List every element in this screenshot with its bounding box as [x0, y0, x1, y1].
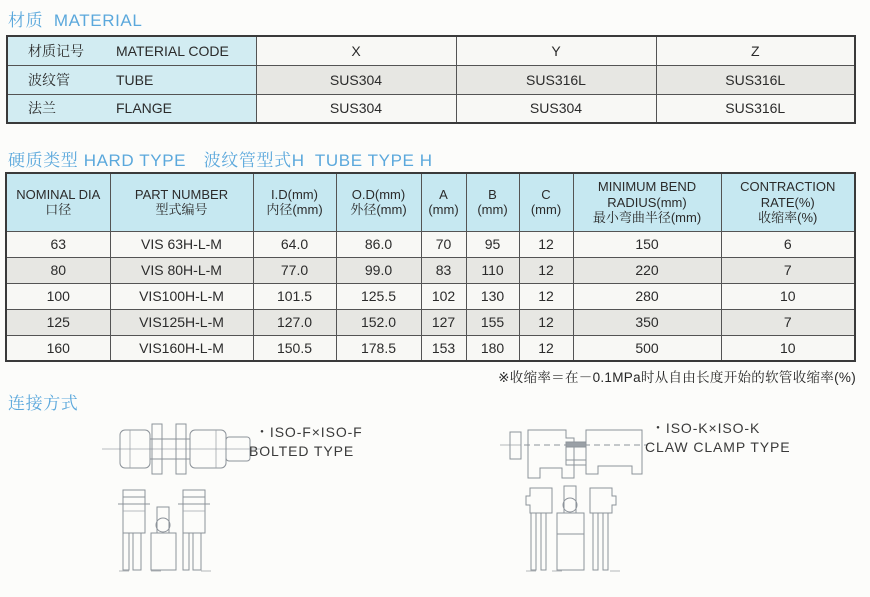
flange-label-cell	[7, 94, 256, 123]
cell: VIS125H-L-M	[110, 309, 253, 335]
cell: 155	[466, 309, 519, 335]
claw-clamp-label	[645, 419, 791, 457]
flange-label-cn: 法兰	[28, 100, 56, 117]
cell: 178.5	[336, 335, 421, 361]
cell: 100	[6, 283, 110, 309]
bolted-type-desc: BOLTED TYPE	[249, 443, 355, 459]
tube-material-z: SUS316L	[656, 65, 855, 94]
tube-label-en: TUBE	[116, 71, 154, 88]
material-code-y: Y	[456, 36, 656, 65]
cell: 127.0	[253, 309, 336, 335]
material-row-tube	[7, 65, 855, 94]
cell: 500	[573, 335, 721, 361]
col-a: A (mm)	[421, 173, 466, 231]
flange-material-y: SUS304	[456, 94, 656, 123]
col-contraction-rate: CONTRACTION RATE(%) 收缩率(%)	[721, 173, 855, 231]
material-section-title: 材质 MATERIAL	[8, 11, 143, 30]
cell: 12	[519, 283, 573, 309]
material-code-label-cn: 材质记号	[28, 42, 84, 59]
table-row	[6, 309, 855, 335]
flange-material-z: SUS316L	[656, 94, 855, 123]
material-code-x: X	[256, 36, 456, 65]
table-row	[6, 231, 855, 257]
claw-clamp-name: ・ISO-K×ISO-K	[651, 420, 761, 436]
cell: 220	[573, 257, 721, 283]
cell: 77.0	[253, 257, 336, 283]
col-b: B (mm)	[466, 173, 519, 231]
claw-clamp-side-drawing	[500, 418, 652, 484]
cell: 12	[519, 335, 573, 361]
tube-material-y: SUS316L	[456, 65, 656, 94]
material-header-row	[7, 36, 855, 65]
claw-clamp-desc: CLAW CLAMP TYPE	[645, 439, 791, 455]
cell: 180	[466, 335, 519, 361]
cell: 10	[721, 283, 855, 309]
cell: 99.0	[336, 257, 421, 283]
table-row	[6, 257, 855, 283]
cell: VIS160H-L-M	[110, 335, 253, 361]
cell: 70	[421, 231, 466, 257]
table-row	[6, 335, 855, 361]
cell: VIS 63H-L-M	[110, 231, 253, 257]
material-code-label-cell	[7, 36, 256, 65]
material-code-label-en: MATERIAL CODE	[116, 42, 229, 59]
table-row	[6, 283, 855, 309]
col-od: O.D(mm) 外径(mm)	[336, 173, 421, 231]
hard-type-section-title: 硬质类型 HARD TYPE 波纹管型式H TUBE TYPE H	[8, 151, 433, 170]
cell: 63	[6, 231, 110, 257]
cell: 83	[421, 257, 466, 283]
cell: 350	[573, 309, 721, 335]
cell: 12	[519, 309, 573, 335]
cell: 86.0	[336, 231, 421, 257]
cell: 160	[6, 335, 110, 361]
cell: 125	[6, 309, 110, 335]
tube-label-cell	[7, 65, 256, 94]
claw-clamp-section-drawing	[510, 480, 680, 595]
cell: 64.0	[253, 231, 336, 257]
col-id: I.D(mm) 内径(mm)	[253, 173, 336, 231]
cell: 10	[721, 335, 855, 361]
cell: VIS100H-L-M	[110, 283, 253, 309]
material-table	[6, 35, 856, 124]
bolted-type-name: ・ISO-F×ISO-F	[255, 424, 363, 440]
cell: 7	[721, 309, 855, 335]
bolted-type-side-drawing	[100, 420, 265, 478]
tube-material-x: SUS304	[256, 65, 456, 94]
col-c: C (mm)	[519, 173, 573, 231]
cell: 127	[421, 309, 466, 335]
flange-label-en: FLANGE	[116, 100, 173, 117]
cell: 102	[421, 283, 466, 309]
cell: 12	[519, 231, 573, 257]
flange-material-x: SUS304	[256, 94, 456, 123]
material-row-flange	[7, 94, 855, 123]
cell: 150.5	[253, 335, 336, 361]
cell: 153	[421, 335, 466, 361]
cell: 150	[573, 231, 721, 257]
col-part-number: PART NUMBER 型式编号	[110, 173, 253, 231]
hard-type-header-row	[6, 173, 855, 231]
cell: 80	[6, 257, 110, 283]
hard-type-table	[5, 172, 856, 362]
cell: 152.0	[336, 309, 421, 335]
cell: 12	[519, 257, 573, 283]
cell: VIS 80H-L-M	[110, 257, 253, 283]
col-min-bend-radius: MINIMUM BEND RADIUS(mm) 最小弯曲半径(mm)	[573, 173, 721, 231]
contraction-rate-note: ※收缩率＝在－0.1MPa时从自由长度开始的软管收缩率(%)	[498, 370, 856, 385]
cell: 95	[466, 231, 519, 257]
tube-label-cn: 波纹管	[28, 71, 70, 88]
col-nominal-dia: NOMINAL DIA 口径	[6, 173, 110, 231]
material-code-z: Z	[656, 36, 855, 65]
cell: 101.5	[253, 283, 336, 309]
cell: 280	[573, 283, 721, 309]
cell: 130	[466, 283, 519, 309]
cell: 7	[721, 257, 855, 283]
bolted-type-section-drawing	[95, 485, 245, 597]
connection-section-title: 连接方式	[8, 394, 79, 413]
bolted-type-label	[249, 423, 363, 461]
cell: 6	[721, 231, 855, 257]
cell: 125.5	[336, 283, 421, 309]
cell: 110	[466, 257, 519, 283]
